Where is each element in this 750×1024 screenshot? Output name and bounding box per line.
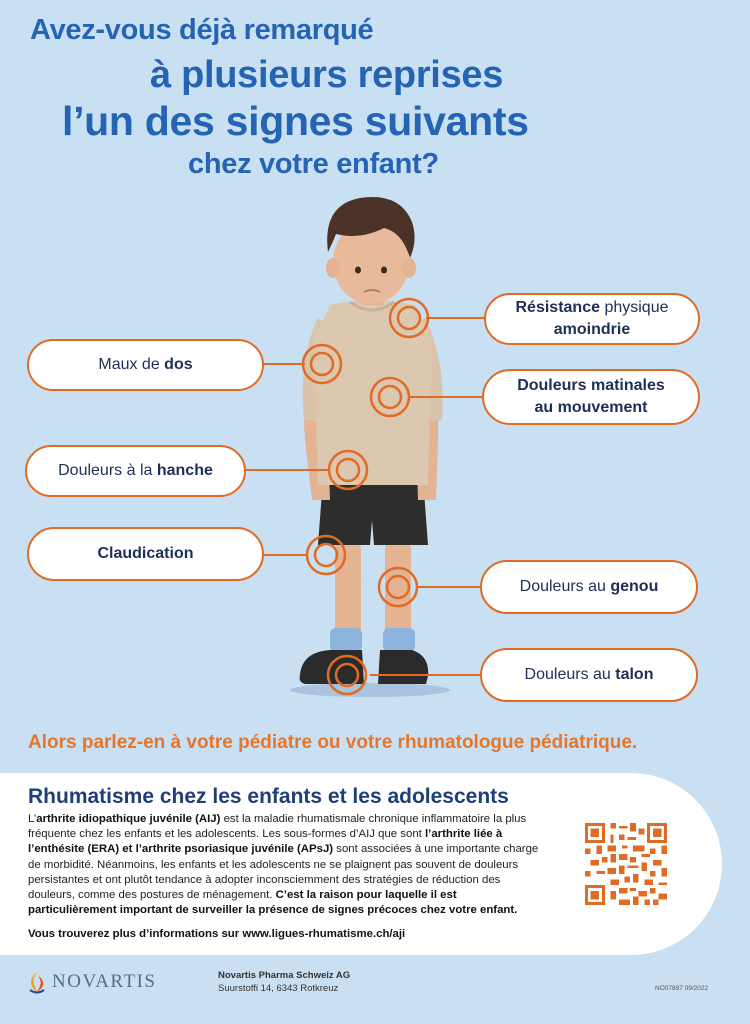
headline-line-2: à plusieurs reprises [150,54,504,96]
sign-claudication [27,527,264,581]
info-paragraph [28,812,548,918]
novartis-flame-icon [28,970,46,994]
call-to-action: Alors parlez-en à votre pédiatre ou votre rhumatologue pédiatrique. [28,732,638,753]
sign-heel-bold: talon [615,666,654,684]
sign-back-normal: Maux de [98,356,165,374]
sign-knee-normal: Douleurs au [519,578,611,596]
headline-line-1: Avez-vous déjà remarqué [30,14,374,46]
sign-resistance-bold2: amoindrie [553,321,631,338]
info-text-4: l’arthrite liée à l’enthésite (ERA) et l’arthrite psoriasique juvénile (APsJ) [28,828,503,856]
sign-back-pain [27,339,264,391]
sign-heel-normal: Douleurs au [524,666,616,684]
sign-knee-pain [480,560,698,614]
qr-code[interactable] [585,823,667,905]
company-name: Novartis Pharma Schweiz AG [218,970,351,981]
info-box [0,773,722,955]
info-more-link[interactable]: Vous trouverez plus d’informations sur www.ligues-rhumatisme.ch/aji [28,928,406,940]
info-text-3: est la maladie rhumatismale chronique inflammatoire la plus fréquente chez les enfants et les adolescents. Les sous-formes d’AIJ que sont [28,813,527,841]
sign-morning-bold2: au mouvement [534,399,648,416]
info-text-6: C’est la raison pour laquelle il est particulièrement important de surveiller la présence de signes précoces chez votre enfant. [28,889,518,917]
sign-morning-pain [482,369,700,425]
sign-hip-bold: hanche [156,462,213,480]
company-address: Suurstoffi 14, 6343 Rotkreuz [218,983,339,994]
sign-heel-pain [480,648,698,702]
company-info [218,969,350,995]
sign-back-bold: dos [164,356,193,374]
novartis-wordmark: NOVARTIS [52,971,157,992]
info-text-1: L’ [28,813,37,825]
sign-knee-bold: genou [610,578,659,596]
headline-line-3: l’un des signes suivants [62,98,529,144]
sign-resistance [484,293,700,345]
sign-resistance-bold: Résistance [515,299,600,317]
info-text-2: arthrite idiopathique juvénile (AIJ) [36,813,221,825]
sign-hip-normal: Douleurs à la [58,462,157,480]
sign-morning-bold1: Douleurs matinales [517,377,665,395]
info-text-5: sont associées à une importante charge de morbidité. Néanmoins, les enfants et les adolescents ne se plaignent pas souvent de douleurs persistantes et ont plutôt tendance à adopter inconsciemment des stratégies de réduction des douleurs, comme des postures de ménagement. [28,843,539,902]
info-title: Rhumatisme chez les enfants et les adolescents [28,785,509,808]
sign-claudication-bold: Claudication [97,545,194,563]
reference-code: NO07897 09/2022 [655,985,709,992]
headline [0,0,750,200]
novartis-logo [28,970,156,994]
headline-line-4: chez votre enfant? [188,148,439,180]
sign-resistance-normal: physique [600,299,669,317]
sign-hip-pain [25,445,246,497]
